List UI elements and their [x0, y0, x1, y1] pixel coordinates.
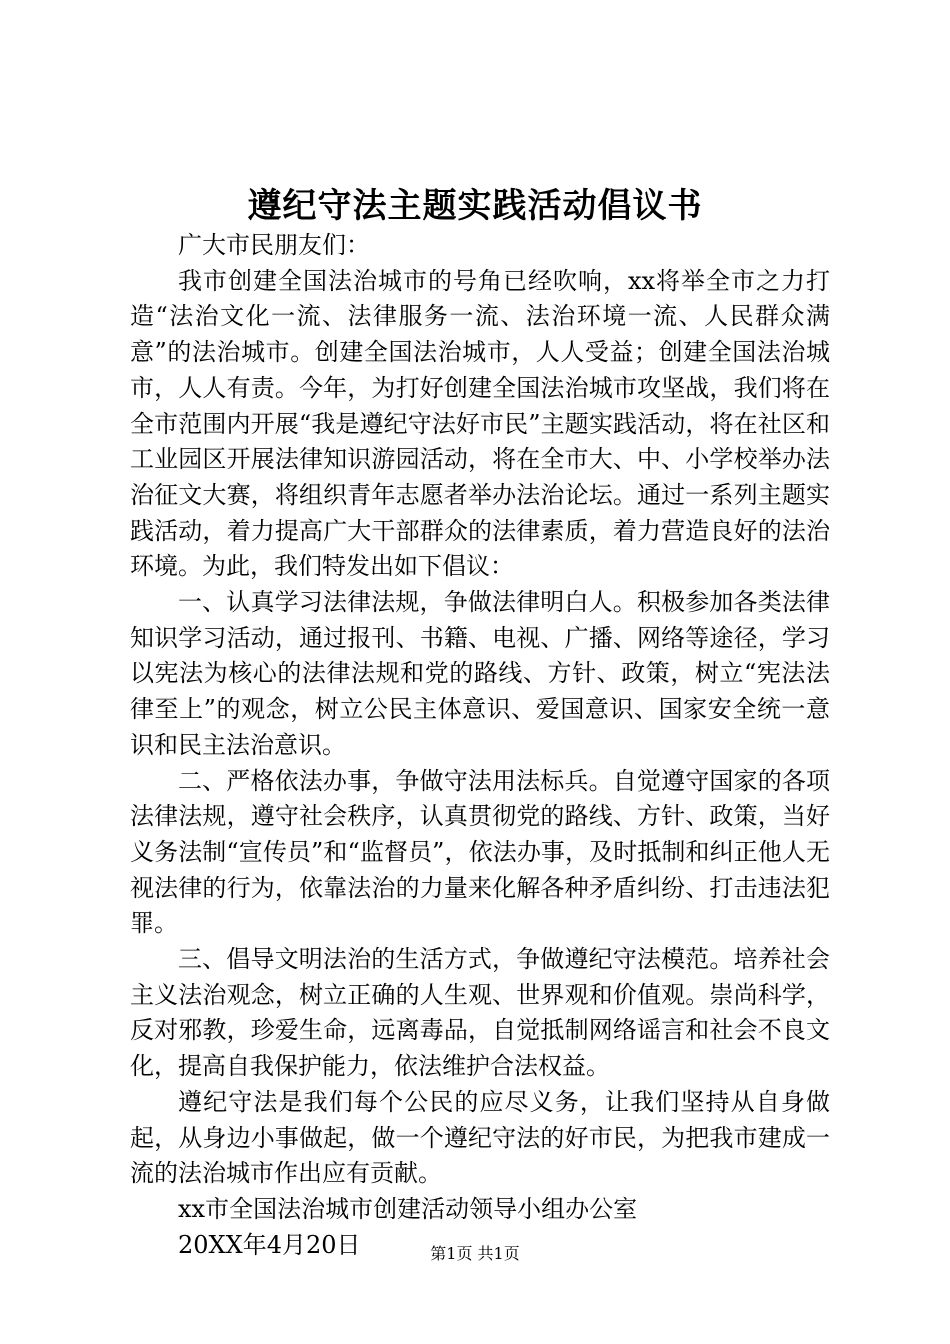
document-title: 遵纪守法主题实践活动倡议书	[247, 186, 703, 226]
paragraph-proposal-1: 一、认真学习法律法规，争做法律明白人。积极参加各类法律知识学习活动，通过报刊、书籍、电视、广播、网络等途径，学习以宪法为核心的法律法规和党的路线、方针、政策，树立“宪法法律至上”的观念，树立公民主体意识、爱国意识、国家安全统一意识和民主法治意识。	[130, 588, 830, 759]
page-footer: 第1页 共1页	[430, 1244, 520, 1263]
paragraph-closing: 遵纪守法是我们每个公民的应尽义务，让我们坚持从自身做起，从身边小事做起，做一个遵纪守法的好市民，为把我市建成一流的法治城市作出应有贡献。	[130, 1087, 830, 1188]
signature: xx市全国法治城市创建活动领导小组办公室	[178, 1194, 638, 1223]
paragraph-intro: 我市创建全国法治城市的号角已经吹响，xx将举全市之力打造“法治文化一流、法律服务一流、法治环境一流、人民群众满意”的法治城市。创建全国法治城市，人人受益；创建全国法治城市，人人有责。今年，为打好创建全国法治城市攻坚战，我们将在全市范围内开展“我是遵纪守法好市民”主题实践活动，将在社区和工业园区开展法律知识游园活动，将在全市大、中、小学校举办法治征文大赛，将组织青年志愿者举办法治论坛。通过一系列主题实践活动，着力提高广大干部群众的法律素质，着力营造良好的法治环境。为此，我们特发出如下倡议：	[130, 266, 830, 581]
paragraph-proposal-3: 三、倡导文明法治的生活方式，争做遵纪守法模范。培养社会主义法治观念，树立正确的人生观、世界观和价值观。崇尚科学，反对邪教，珍爱生命，远离毒品，自觉抵制网络谣言和社会不良文化，提高自我保护能力，依法维护合法权益。	[130, 945, 830, 1081]
salutation: 广大市民朋友们：	[178, 231, 370, 259]
paragraph-proposal-2: 二、严格依法办事，争做守法用法标兵。自觉遵守国家的各项法律法规，遵守社会秩序，认真贯彻党的路线、方针、政策，当好义务法制“宣传员”和“监督员”，依法办事，及时抵制和纠正他人无视法律的行为，依靠法治的力量来化解各种矛盾纠纷、打击违法犯罪。	[130, 766, 830, 938]
signature-date: 20XX年4月20日	[178, 1230, 361, 1259]
document-body	[130, 228, 830, 1263]
